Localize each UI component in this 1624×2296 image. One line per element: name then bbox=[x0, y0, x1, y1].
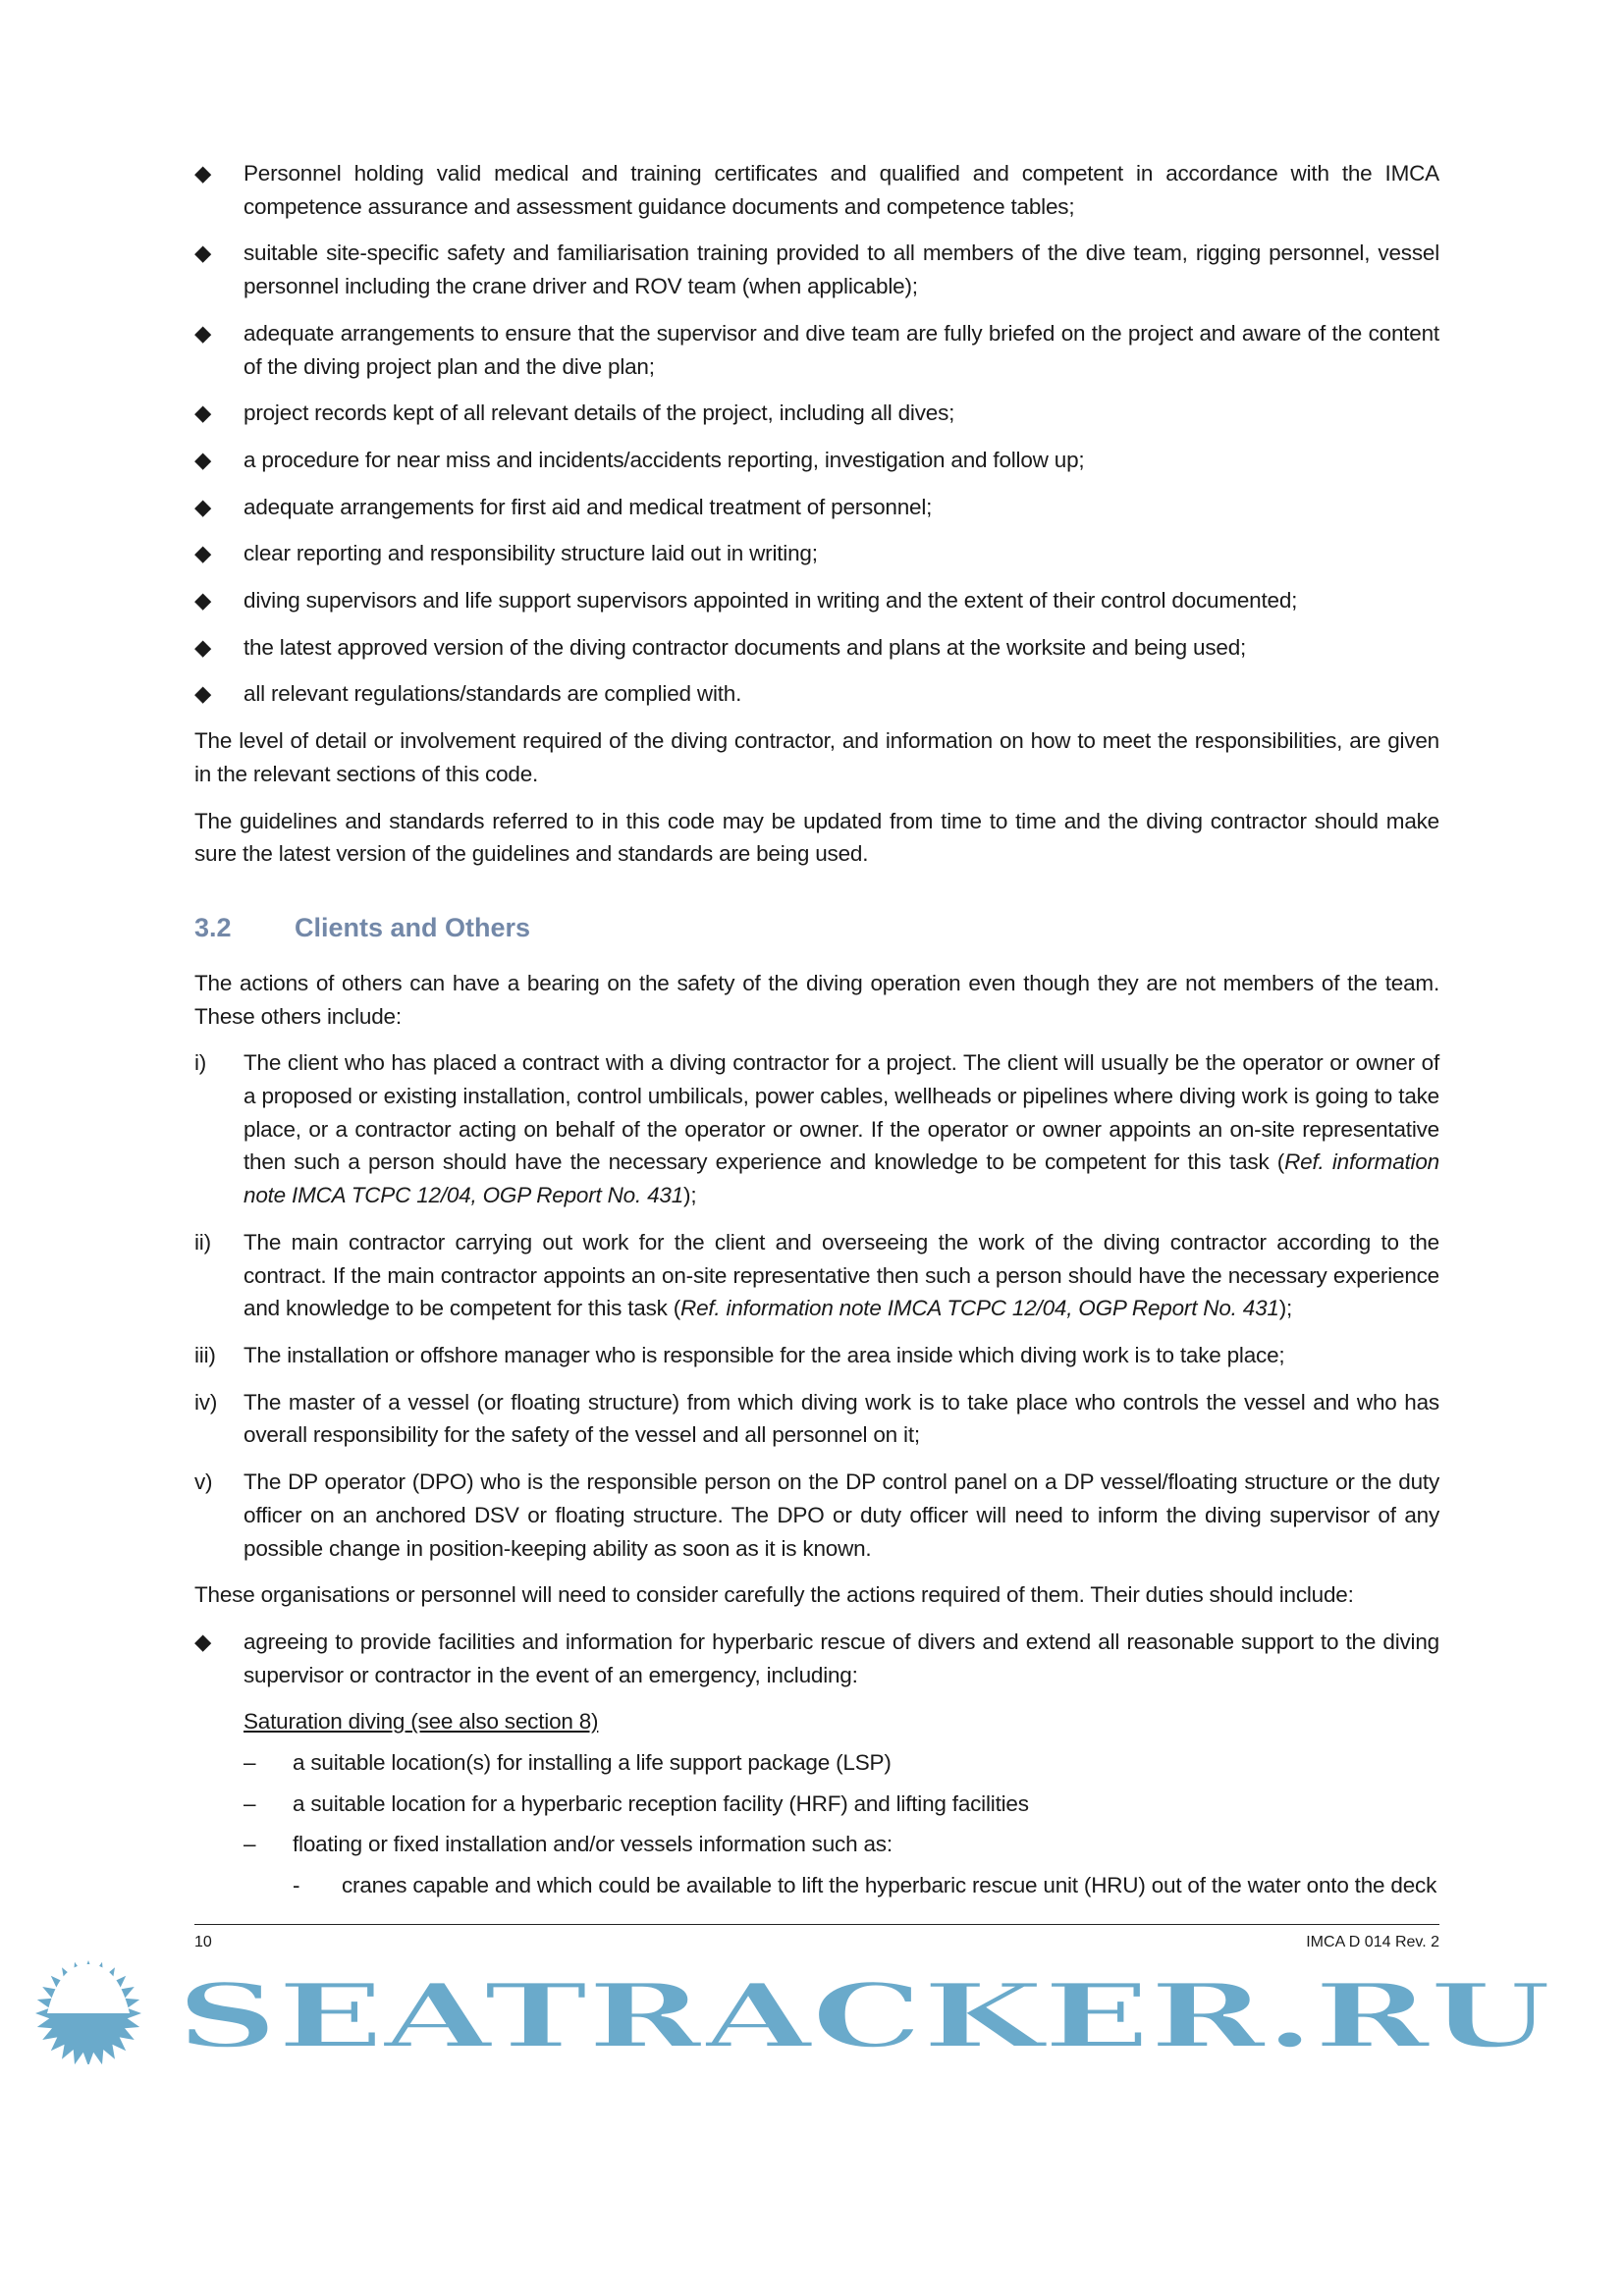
list-number: ii) bbox=[194, 1229, 211, 1255]
roman-list bbox=[194, 1046, 1439, 1565]
bullet-text: clear reporting and responsibility structure laid out in writing; bbox=[244, 541, 818, 566]
bullet-marker: ◆ bbox=[194, 588, 212, 614]
bullet-text: agreeing to provide facilities and information for hyperbaric rescue of divers and extend all reasonable support to the diving supervisor or contractor in the event of an emergency, including: bbox=[244, 1629, 1439, 1687]
dash-item bbox=[244, 1746, 1439, 1780]
reference: Ref. information note IMCA TCPC 12/04, OGP Report No. 431 bbox=[680, 1296, 1279, 1321]
paragraph: The actions of others can have a bearing on the safety of the diving operation even though they are not members of the team. These others include: bbox=[194, 970, 1439, 1029]
roman-list-item bbox=[194, 1046, 1439, 1212]
section-number: 3.2 bbox=[194, 912, 232, 942]
bullet-text: project records kept of all relevant details of the project, including all dives; bbox=[244, 400, 955, 426]
page-number: 10 bbox=[194, 1933, 212, 1950]
document-id: IMCA D 014 Rev. 2 bbox=[1306, 1933, 1439, 1950]
dash-marker: – bbox=[244, 1790, 256, 1816]
sun-logo-icon bbox=[35, 1960, 141, 2064]
bullet-text: Personnel holding valid medical and training certificates and qualified and competent in accordance with the IMCA competence assurance and assessment guidance documents and competence tables; bbox=[244, 161, 1439, 219]
bullet-marker: ◆ bbox=[194, 494, 212, 519]
item-text: The installation or offshore manager who is responsible for the area inside which diving work is to take place; bbox=[244, 1342, 1285, 1367]
dash-marker: – bbox=[244, 1750, 256, 1776]
item-end: ); bbox=[683, 1183, 697, 1208]
bullet-marker: ◆ bbox=[194, 541, 212, 566]
dash-text: a suitable location for a hyperbaric reception facility (HRF) and lifting facilities bbox=[293, 1790, 1029, 1816]
roman-list-item bbox=[194, 1466, 1439, 1565]
bullet-item bbox=[194, 631, 1439, 665]
bullet-text: a procedure for near miss and incidents/accidents reporting, investigation and follow up; bbox=[244, 447, 1085, 472]
bullet-item bbox=[194, 537, 1439, 570]
list-number: v) bbox=[194, 1469, 213, 1495]
bullet-text: the latest approved version of the diving contractor documents and plans at the worksite and being used; bbox=[244, 634, 1247, 660]
bullet-item bbox=[194, 397, 1439, 430]
bullet-text: adequate arrangements for first aid and medical treatment of personnel; bbox=[244, 494, 933, 519]
dash-item bbox=[244, 1828, 1439, 1861]
dash-item bbox=[244, 1788, 1439, 1821]
bullet-item bbox=[194, 237, 1439, 302]
bullet-marker: ◆ bbox=[194, 681, 212, 707]
bullet-text: adequate arrangements to ensure that the supervisor and dive team are fully briefed on the project and aware of the content of the diving project plan and the dive plan; bbox=[244, 320, 1439, 379]
bullet-marker: ◆ bbox=[194, 634, 212, 660]
bullet-item bbox=[194, 677, 1439, 711]
bullet-text: suitable site-specific safety and familiarisation training provided to all members of the dive team, rigging personnel, vessel personnel including the crane driver and ROV team (when applicable); bbox=[244, 240, 1439, 299]
bullet-item bbox=[194, 444, 1439, 477]
bullet-item bbox=[194, 157, 1439, 223]
subheading-saturation: Saturation diving (see also section 8) bbox=[244, 1709, 599, 1735]
sub-text: cranes capable and which could be available to lift the hyperbaric rescue unit (HRU) out of the water onto the deck bbox=[342, 1873, 1437, 1898]
bullet-text: diving supervisors and life support supervisors appointed in writing and the extent of their control documented; bbox=[244, 588, 1298, 614]
bullet-marker: ◆ bbox=[194, 161, 212, 186]
bullet-list bbox=[194, 157, 1439, 711]
watermark-text: SEATRACKER.RU bbox=[177, 1963, 1551, 2064]
bullet-marker: ◆ bbox=[194, 400, 212, 426]
section-heading bbox=[194, 910, 1439, 945]
roman-list-item bbox=[194, 1386, 1439, 1452]
bullet-item bbox=[194, 584, 1439, 617]
item-text: The main contractor carrying out work for the client and overseeing the work of the diving contractor according to the contract. If the main contractor appoints an on-site representative then such a person should have the necessary experience and knowledge to be competent for this task ( bbox=[244, 1229, 1439, 1321]
item-end: ); bbox=[1278, 1296, 1293, 1321]
reference: Ref. information note IMCA TCPC 12/04, OGP Report No. 431 bbox=[244, 1149, 1439, 1208]
bullet-item bbox=[194, 1626, 1439, 1691]
paragraph: The level of detail or involvement required of the diving contractor, and information on how to meet the responsibilities, are given in the relevant sections of this code. bbox=[194, 728, 1439, 786]
footer bbox=[194, 1924, 1439, 1952]
sub-item bbox=[293, 1869, 1439, 1902]
bullet-text: all relevant regulations/standards are complied with. bbox=[244, 681, 742, 707]
item-text: The client who has placed a contract with a diving contractor for a project. The client will usually be the operator or owner of a proposed or existing installation, control umbilicals, power cables, wellheads or pipelines where diving work is going to take place, or a contractor acting on behalf of the operator or owner. If the operator or owner appoints an on-site representative then such a person should have the necessary experience and knowledge to be competent for this task ( bbox=[244, 1050, 1439, 1175]
roman-list-item bbox=[194, 1339, 1439, 1372]
dash-marker: – bbox=[244, 1832, 256, 1857]
list-number: i) bbox=[194, 1050, 207, 1076]
bullet-marker: ◆ bbox=[194, 1629, 212, 1654]
paragraph: The guidelines and standards referred to in this code may be updated from time to time and the diving contractor should make sure the latest version of the guidelines and standards are being used. bbox=[194, 808, 1439, 867]
watermark bbox=[0, 1956, 1624, 2064]
list-number: iv) bbox=[194, 1389, 218, 1415]
list-number: iii) bbox=[194, 1342, 216, 1367]
item-text: The DP operator (DPO) who is the responsible person on the DP control panel on a DP vessel/floating structure or the duty officer on an anchored DSV or floating structure. The DPO or duty officer will need to inform the diving supervisor of any possible change in position-keeping ability as soon as it is known. bbox=[244, 1469, 1439, 1561]
section-title: Clients and Others bbox=[295, 912, 531, 942]
dash-text: floating or fixed installation and/or vessels information such as: bbox=[293, 1832, 893, 1857]
item-text: The master of a vessel (or floating structure) from which diving work is to take place who controls the vessel and who has overall responsibility for the safety of the vessel and all personnel on it; bbox=[244, 1389, 1439, 1448]
dash-text: a suitable location(s) for installing a life support package (LSP) bbox=[293, 1750, 892, 1776]
paragraph: These organisations or personnel will need to consider carefully the actions required of them. Their duties should include: bbox=[194, 1582, 1354, 1608]
bullet-marker: ◆ bbox=[194, 320, 212, 346]
bullet-item bbox=[194, 317, 1439, 383]
bullet-marker: ◆ bbox=[194, 447, 212, 472]
roman-list-item bbox=[194, 1226, 1439, 1325]
bullet-item bbox=[194, 491, 1439, 524]
sub-marker: - bbox=[293, 1873, 300, 1898]
bullet-marker: ◆ bbox=[194, 240, 212, 266]
